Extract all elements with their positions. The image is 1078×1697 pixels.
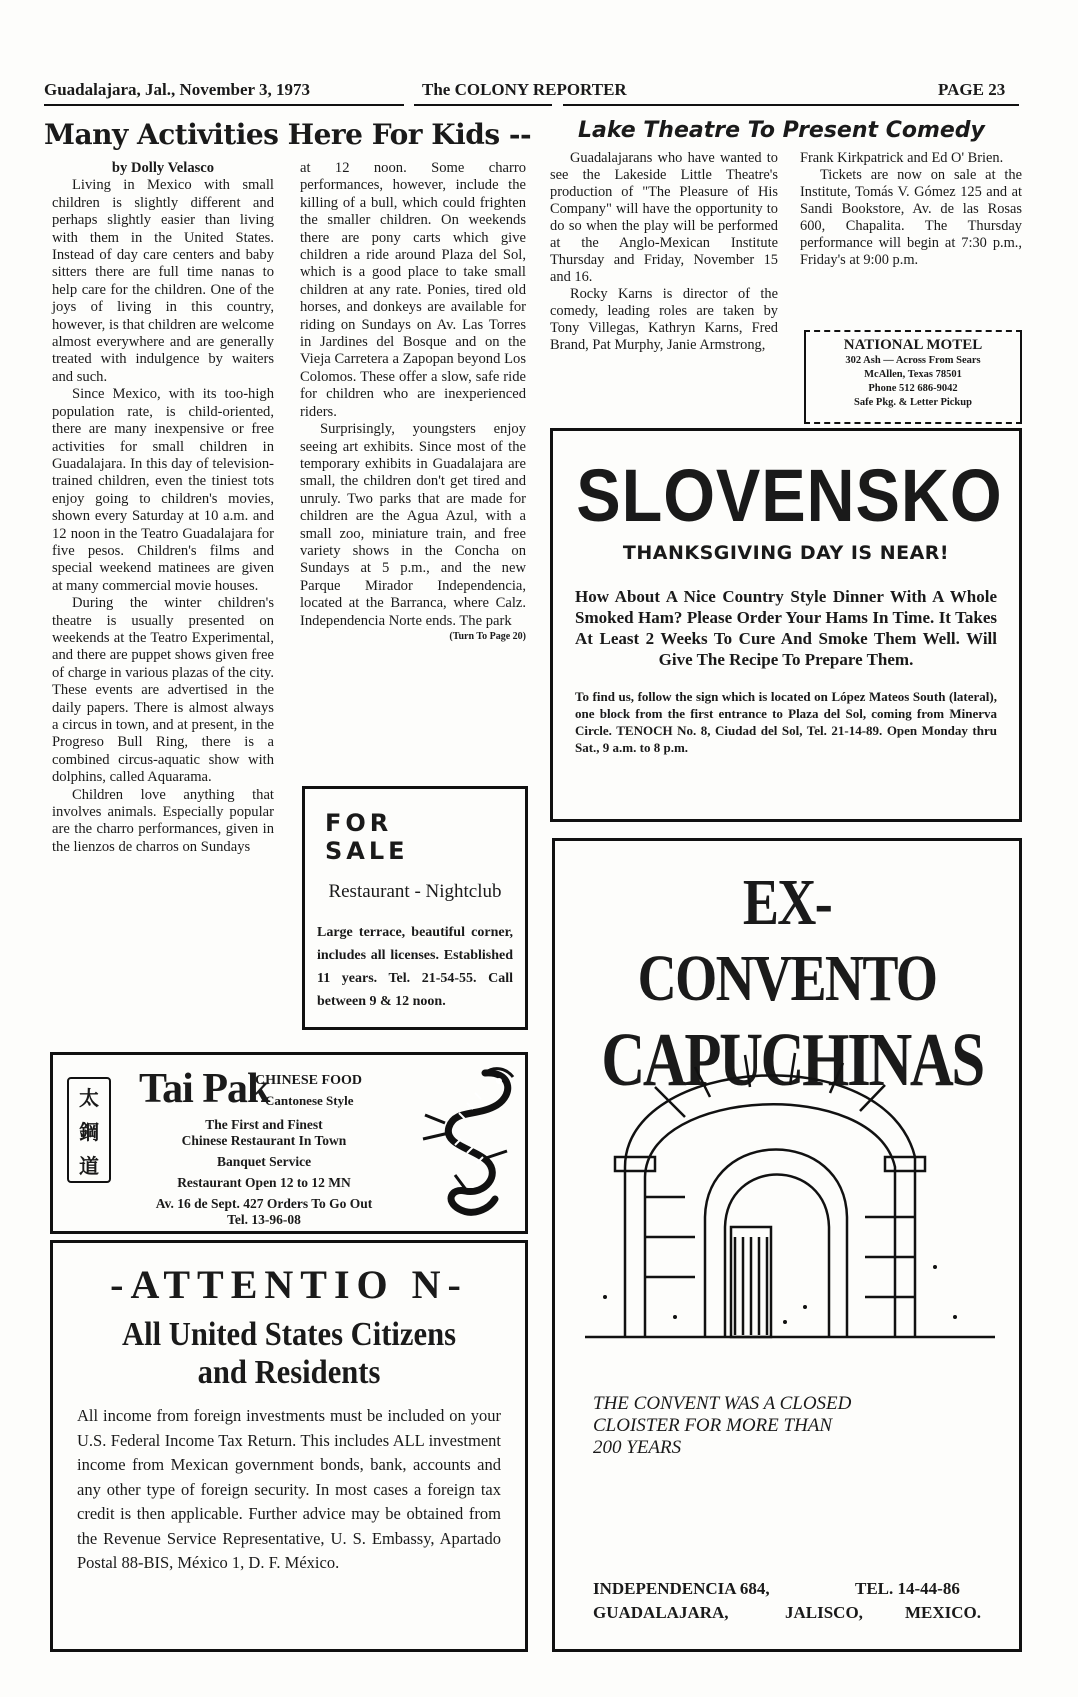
convento-city: GUADALAJARA, (593, 1603, 729, 1622)
attention-subtitle: All United States Citizens (121, 1316, 457, 1353)
for-sale-ad (302, 786, 528, 1030)
paper-name: The COLONY REPORTER (422, 80, 627, 99)
kids-paragraph: Since Mexico, with its too-high population rate, is child-oriented, there are many inexpensive or free activities for small children in Guadalajara. In this day of television-trained children, even the tiniest tots enjoy going to children's movies, shown every Saturday at 10 a.m. and 12 noon in the Teatro Guadalajara for five pesos. Children's films and special weekend matinees are given at many commercial movie houses. (52, 386, 274, 594)
for-sale-body: Large terrace, beautiful corner, includes all licenses. Established 11 years. Tel. 21-54-55. Call between 9 & 12 noon. (317, 925, 513, 1009)
slovensko-tagline: THANKSGIVING DAY IS NEAR! (622, 542, 950, 564)
kids-paragraph: Living in Mexico with small children is slightly different and perhaps slightly easier than living with them in the United States. Instead of day care centers and baby sitters there are full time nanas to help care for the children. One of the joys of living in this country, however, is that children are welcome almost everywhere and are generally treated with indulgence by waiters and such. (52, 177, 274, 385)
attention-ad (50, 1240, 528, 1652)
dateline: Guadalajara, Jal., November 3, 1973 (44, 80, 311, 99)
attention-title: -ATTENTIO N- (110, 1262, 468, 1307)
theatre-paragraph: Rocky Karns is director of the comedy, leading roles are taken by Tony Villegas, Kathryn Karns, Fred Brand, Pat Murphy, Janie Armstrong, (550, 286, 778, 353)
theatre-paragraph: Tickets are now on sale at the Institute, Tomás V. Gómez 125 and at Sandi Bookstore, Av. de las Rosas 600, Chapalita. The Thursday performance will begin at 7:30 p.m., Friday's at 9:00 p.m. (800, 167, 1022, 268)
dragon-icon (415, 1063, 521, 1227)
convento-address: INDEPENDENCIA 684, (593, 1579, 770, 1598)
motel-name: NATIONAL MOTEL (843, 337, 983, 353)
kids-paragraph: at 12 noon. Some charro performances, however, include the killing of a bull, which could frighten the smaller children. On weekends there are pony carts which give children a ride around Plaza del Sol, which is a good place to take small children at any rate. Ponies, tired old horses, and donkeys are available for riding on Sundays on Av. Las Torres in Jardines del Bosque and on the Vieja Carretera a Zapopan beyond Los Colomos. These offer a slow, safe ride for children who are inexperienced riders. (300, 160, 526, 420)
slovensko-name: SLOVENSKO (576, 454, 1003, 537)
taipak-seal (67, 1077, 111, 1183)
masthead-rule-mid (414, 104, 552, 106)
slovensko-directions: To find us, follow the sign which is located on López Mateos South (lateral), one block from the first entrance to Plaza del Sol, coming from Minerva Circle. TENOCH No. 8, Ciudad del Sol, Tel. 21-14-89. Open Monday thru Sat., 9 a.m. to 8 p.m. (575, 689, 997, 755)
seal-glyph: 道 (79, 1153, 99, 1178)
convento-tel: TEL. 14-44-86 (855, 1579, 960, 1598)
motel-line: McAllen, Texas 78501 (864, 369, 962, 380)
motel-line: Phone 512 686-9042 (868, 383, 958, 394)
convento-title: EX-CONVENTO (637, 866, 937, 1015)
motel-line: Safe Pkg. & Letter Pickup (854, 397, 972, 408)
motel-ad (804, 330, 1022, 424)
for-sale-title: FOR SALE (325, 809, 409, 865)
convento-caption: CLOISTER FOR MORE THAN (593, 1415, 833, 1436)
taipak-name: Tai Pak (139, 1066, 270, 1112)
convent-arch-illustration (585, 1017, 995, 1347)
taipak-line: Chinese Restaurant In Town (181, 1133, 347, 1148)
theatre-paragraph: Frank Kirkpatrick and Ed O' Brien. (800, 150, 1004, 166)
seal-glyph: 太 (79, 1085, 99, 1110)
slovensko-ad (550, 428, 1022, 822)
taipak-line: Restaurant Open 12 to 12 MN (177, 1175, 351, 1190)
jump-line: (Turn To Page 20) (449, 630, 526, 642)
convento-ad (552, 838, 1022, 1652)
masthead-rule-right (563, 104, 1019, 106)
kids-column-1 (52, 160, 274, 856)
convento-country: MEXICO. (905, 1603, 982, 1622)
taipak-ad (50, 1052, 528, 1234)
kids-paragraph: Children love anything that involves animals. Especially popular are the charro performances, given in the lienzos de charros on Sundays (52, 786, 274, 855)
kids-paragraph: During the winter children's theatre is usually presented on weekends at the Teatro Experimental, and there are puppet shows given free of charge in various plazas of the city. These events are advertised in the daily papers. There is almost always a circus in town, and at present, in the Progreso Bull Ring, there is a combined circus-aquatic show with dolphins, called Aquarama. (52, 595, 274, 786)
theatre-column-1 (550, 150, 778, 354)
theatre-headline: Lake Theatre To Present Comedy (578, 118, 985, 143)
convento-caption: 200 YEARS (593, 1437, 682, 1458)
for-sale-subtitle: Restaurant - Nightclub (328, 881, 502, 902)
kids-column-2 (300, 160, 526, 643)
slovensko-body: How About A Nice Country Style Dinner With A Whole Smoked Ham? Please Order Your Hams In Time. It Takes At Least 2 Weeks To Cure And Smoke Them Well. Will Give The Recipe To Prepare Them. (575, 587, 997, 669)
taipak-cuisine: Cantonese Style (265, 1093, 354, 1108)
convento-caption: THE CONVENT WAS A CLOSED (593, 1393, 852, 1414)
convento-title: CAPUCHINAS (601, 1018, 983, 1102)
byline: by Dolly Velasco (111, 160, 215, 176)
kids-paragraph: Surprisingly, youngsters enjoy seeing art exhibits. Since most of the temporary exhibits in Guadalajara are small, the children don't get tired and unruly. Two parks that are made for children are the Agua Azul, with a small zoo, miniature train, and free variety shows in the Concha on Sundays at 5 p.m., and the new Parque Mirador Independencia, located at the Barranca, where Calz. Independencia Norte ends. The park (300, 421, 526, 629)
taipak-line: Tel. 13-96-08 (227, 1212, 301, 1227)
theatre-column-2 (800, 150, 1022, 269)
taipak-line: Av. 16 de Sept. 427 Orders To Go Out (155, 1196, 373, 1211)
masthead-rule-left (44, 104, 404, 106)
convento-state: JALISCO, (785, 1603, 863, 1622)
taipak-line: Banquet Service (216, 1154, 312, 1169)
theatre-paragraph: Guadalajarans who have wanted to see the Lakeside Little Theatre's production of "The Pleasure of His Company" will have the opportunity to do so when the play will be performed at the Anglo-Mexican Institute Thursday and Friday, November 15 and 16. (550, 150, 778, 285)
attention-body: All income from foreign investments must be included on your U.S. Federal Income Tax Return. This includes ALL investment income from Mexican government bonds, bank, accounts and any other type of foreign security. In most cases a foreign tax credit is then applicable. Further advice may be obtained from the Revenue Service Representative, U. S. Embassy, Apartado Postal 88-BIS, México 1, D. F. México. (77, 1406, 501, 1572)
page-number: PAGE 23 (938, 80, 1006, 99)
attention-subtitle: and Residents (197, 1354, 381, 1391)
kids-headline: Many Activities Here For Kids -- (44, 118, 532, 151)
taipak-cuisine: CHINESE FOOD (255, 1073, 362, 1088)
taipak-line: The First and Finest (205, 1117, 323, 1132)
seal-glyph: 鋼 (79, 1119, 99, 1144)
motel-line: 302 Ash — Across From Sears (845, 355, 981, 366)
